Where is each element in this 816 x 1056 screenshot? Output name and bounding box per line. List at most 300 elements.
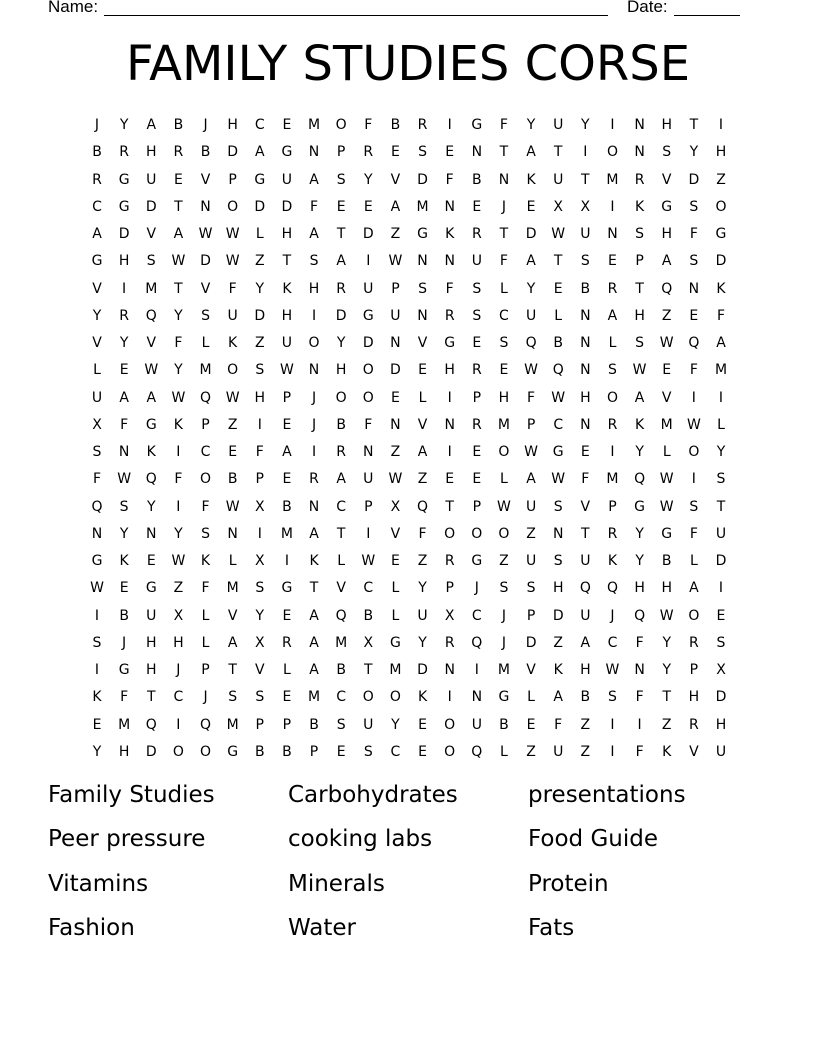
grid-letter[interactable]: C (173, 689, 184, 706)
grid-letter[interactable]: S (635, 226, 645, 243)
grid-letter[interactable]: I (94, 662, 100, 679)
grid-letter[interactable]: I (447, 117, 452, 133)
grid-letter[interactable]: H (308, 280, 320, 297)
grid-letter[interactable]: L (283, 662, 291, 679)
grid-letter[interactable]: F (201, 498, 210, 515)
grid-letter[interactable]: J (501, 198, 506, 215)
grid-letter[interactable]: N (308, 144, 320, 161)
grid-letter[interactable]: S (228, 689, 238, 706)
grid-letter[interactable]: D (200, 253, 211, 270)
grid-letter[interactable]: N (91, 525, 103, 542)
grid-letter[interactable]: F (499, 117, 508, 133)
grid-letter[interactable]: U (525, 498, 537, 515)
grid-letter[interactable]: O (444, 743, 456, 760)
grid-letter[interactable]: M (606, 471, 619, 488)
grid-letter[interactable]: D (118, 226, 130, 243)
grid-letter[interactable]: N (552, 525, 564, 542)
grid-letter[interactable]: D (145, 198, 157, 215)
grid-letter[interactable]: M (497, 416, 510, 433)
grid-letter[interactable]: S (689, 498, 699, 515)
grid-letter[interactable]: C (92, 198, 102, 215)
grid-letter[interactable]: K (309, 553, 319, 570)
grid-letter[interactable]: S (499, 580, 509, 597)
grid-letter[interactable]: A (526, 144, 536, 161)
grid-letter[interactable]: I (366, 253, 371, 270)
grid-letter[interactable]: U (281, 335, 293, 352)
grid-letter[interactable]: U (417, 607, 428, 624)
grid-letter[interactable]: K (173, 416, 183, 433)
grid-letter[interactable]: B (254, 743, 265, 760)
grid-letter[interactable]: N (390, 335, 401, 352)
grid-letter[interactable]: U (525, 553, 537, 570)
grid-letter[interactable]: A (254, 144, 265, 161)
grid-letter[interactable]: F (499, 253, 508, 270)
grid-letter[interactable]: P (255, 471, 264, 488)
grid-letter[interactable]: N (227, 525, 238, 542)
grid-letter[interactable]: A (309, 525, 319, 542)
grid-letter[interactable]: S (689, 253, 699, 270)
grid-letter[interactable]: S (553, 498, 563, 515)
grid-letter[interactable]: W (171, 253, 186, 270)
grid-letter[interactable]: M (497, 662, 510, 679)
grid-letter[interactable]: F (689, 226, 698, 243)
grid-letter[interactable]: D (145, 743, 157, 760)
grid-letter[interactable]: H (661, 580, 672, 597)
grid-letter[interactable]: P (526, 416, 536, 433)
grid-letter[interactable]: N (498, 171, 510, 188)
grid-letter[interactable]: Q (579, 580, 591, 597)
grid-letter[interactable]: F (310, 198, 319, 215)
grid-letter[interactable]: E (662, 362, 672, 379)
grid-letter[interactable]: O (444, 716, 456, 733)
grid-letter[interactable]: N (417, 307, 428, 324)
grid-letter[interactable]: R (471, 362, 482, 379)
grid-letter[interactable]: V (336, 580, 346, 597)
grid-letter[interactable]: N (471, 689, 483, 706)
grid-letter[interactable]: X (716, 662, 726, 679)
grid-letter[interactable]: H (145, 662, 157, 679)
grid-letter[interactable]: A (309, 662, 319, 679)
grid-letter[interactable]: S (635, 335, 645, 352)
grid-letter[interactable]: H (715, 716, 727, 733)
grid-letter[interactable]: V (417, 416, 428, 433)
grid-letter[interactable]: Q (471, 634, 483, 651)
grid-letter[interactable]: C (607, 634, 618, 651)
grid-letter[interactable]: Y (526, 280, 536, 297)
grid-letter[interactable]: K (200, 553, 211, 570)
grid-letter[interactable]: S (146, 253, 156, 270)
grid-letter[interactable]: H (498, 389, 510, 406)
grid-letter[interactable]: S (418, 280, 427, 297)
grid-letter[interactable]: C (336, 498, 347, 515)
grid-letter[interactable]: F (581, 471, 590, 488)
grid-letter[interactable]: Y (635, 553, 644, 570)
grid-letter[interactable]: A (689, 580, 699, 597)
grid-letter[interactable]: N (444, 662, 455, 679)
grid-letter[interactable]: H (661, 226, 672, 243)
grid-letter[interactable]: A (146, 389, 157, 406)
grid-letter[interactable]: T (499, 226, 509, 243)
grid-letter[interactable]: R (688, 634, 699, 651)
grid-letter[interactable]: I (311, 307, 317, 324)
grid-letter[interactable]: I (610, 117, 615, 133)
grid-letter[interactable]: T (553, 253, 563, 270)
grid-letter[interactable]: N (634, 662, 645, 679)
grid-letter[interactable]: H (335, 362, 347, 379)
grid-letter[interactable]: L (608, 335, 617, 352)
grid-letter[interactable]: B (309, 716, 319, 733)
grid-letter[interactable]: H (173, 634, 184, 651)
grid-letter[interactable]: V (227, 607, 238, 624)
grid-letter[interactable]: I (718, 580, 724, 597)
grid-letter[interactable]: I (691, 389, 696, 406)
grid-letter[interactable]: I (311, 444, 317, 461)
grid-letter[interactable]: E (499, 362, 509, 379)
grid-letter[interactable]: V (390, 525, 401, 542)
grid-letter[interactable]: P (255, 716, 264, 733)
grid-letter[interactable]: W (225, 226, 240, 243)
grid-letter[interactable]: D (525, 226, 537, 243)
grid-letter[interactable]: T (662, 689, 671, 706)
grid-letter[interactable]: K (119, 553, 129, 570)
grid-letter[interactable]: U (281, 171, 293, 188)
grid-letter[interactable]: S (553, 553, 563, 570)
grid-letter[interactable]: H (688, 689, 700, 706)
grid-letter[interactable]: M (145, 280, 158, 297)
grid-letter[interactable]: A (390, 198, 401, 215)
grid-letter[interactable]: J (122, 634, 127, 651)
grid-letter[interactable]: A (227, 634, 238, 651)
grid-letter[interactable]: F (201, 580, 210, 597)
grid-letter[interactable]: B (173, 117, 184, 133)
grid-letter[interactable]: E (228, 444, 238, 461)
grid-letter[interactable]: D (254, 307, 266, 324)
grid-letter[interactable]: G (498, 689, 510, 706)
grid-letter[interactable]: H (254, 389, 266, 406)
grid-letter[interactable]: J (176, 662, 181, 679)
grid-letter[interactable]: F (445, 171, 454, 188)
grid-letter[interactable]: D (281, 198, 293, 215)
grid-letter[interactable]: B (499, 716, 509, 733)
grid-letter[interactable]: Z (716, 171, 726, 188)
grid-letter[interactable]: V (580, 498, 591, 515)
grid-letter[interactable]: X (254, 553, 265, 570)
grid-letter[interactable]: G (471, 553, 483, 570)
grid-letter[interactable]: U (553, 117, 564, 133)
grid-letter[interactable]: C (471, 607, 482, 624)
grid-letter[interactable]: D (525, 634, 537, 651)
grid-letter[interactable]: G (281, 580, 293, 597)
grid-letter[interactable]: S (662, 144, 672, 161)
grid-letter[interactable]: F (228, 280, 237, 297)
grid-letter[interactable]: Y (526, 117, 536, 133)
grid-letter[interactable]: Y (364, 171, 373, 188)
grid-letter[interactable]: V (526, 662, 536, 679)
grid-letter[interactable]: P (635, 253, 644, 270)
grid-letter[interactable]: T (174, 198, 183, 215)
grid-letter[interactable]: F (716, 307, 726, 324)
grid-letter[interactable]: I (284, 553, 289, 570)
grid-letter[interactable]: I (610, 444, 615, 461)
grid-letter[interactable]: S (716, 471, 726, 488)
grid-letter[interactable]: S (472, 280, 482, 297)
grid-letter[interactable]: A (92, 226, 102, 243)
grid-letter[interactable]: K (635, 416, 645, 433)
grid-letter[interactable]: O (335, 117, 347, 133)
grid-letter[interactable]: K (716, 280, 726, 297)
grid-letter[interactable]: M (660, 416, 673, 433)
grid-letter[interactable]: X (254, 498, 265, 515)
grid-letter[interactable]: A (282, 444, 292, 461)
grid-letter[interactable]: D (362, 226, 374, 243)
grid-letter[interactable]: I (94, 607, 100, 624)
grid-letter[interactable]: S (336, 716, 346, 733)
grid-letter[interactable]: T (228, 662, 237, 679)
grid-letter[interactable]: G (661, 198, 673, 215)
grid-letter[interactable]: O (471, 525, 483, 542)
grid-letter[interactable]: H (580, 662, 591, 679)
grid-letter[interactable]: S (92, 444, 102, 461)
grid-letter[interactable]: O (444, 525, 456, 542)
grid-letter[interactable]: L (201, 634, 210, 651)
grid-letter[interactable]: N (363, 444, 374, 461)
grid-letter[interactable]: T (336, 525, 346, 542)
grid-letter[interactable]: E (553, 280, 563, 297)
grid-letter[interactable]: Y (255, 607, 265, 624)
grid-letter[interactable]: I (176, 444, 181, 461)
grid-letter[interactable]: T (336, 226, 346, 243)
grid-letter[interactable]: S (255, 362, 265, 379)
grid-letter[interactable]: H (118, 743, 130, 760)
grid-letter[interactable]: L (527, 689, 535, 706)
grid-letter[interactable]: V (146, 226, 157, 243)
grid-letter[interactable]: S (255, 580, 265, 597)
grid-letter[interactable]: I (474, 662, 479, 679)
grid-letter[interactable]: M (714, 362, 728, 379)
grid-letter[interactable]: W (225, 253, 240, 270)
grid-letter[interactable]: Z (417, 553, 428, 570)
grid-letter[interactable]: J (311, 389, 317, 406)
grid-letter[interactable]: S (201, 525, 210, 542)
grid-letter[interactable]: Q (471, 743, 483, 760)
grid-letter[interactable]: W (659, 335, 674, 352)
grid-letter[interactable]: E (282, 416, 292, 433)
grid-letter[interactable]: A (417, 444, 428, 461)
grid-letter[interactable]: B (363, 607, 374, 624)
grid-letter[interactable]: O (308, 335, 320, 352)
grid-letter[interactable]: K (146, 444, 156, 461)
grid-letter[interactable]: E (173, 171, 183, 188)
grid-letter[interactable]: Q (91, 498, 103, 515)
grid-letter[interactable]: G (145, 580, 157, 597)
grid-letter[interactable]: M (606, 171, 619, 188)
grid-letter[interactable]: A (146, 117, 157, 133)
grid-letter[interactable]: I (447, 444, 452, 461)
grid-letter[interactable]: Y (119, 525, 129, 542)
grid-letter[interactable]: Z (580, 743, 591, 760)
grid-letter[interactable]: Z (173, 580, 184, 597)
grid-letter[interactable]: T (499, 144, 509, 161)
grid-letter[interactable]: H (118, 253, 130, 270)
grid-letter[interactable]: W (524, 444, 538, 461)
grid-letter[interactable]: O (200, 471, 212, 488)
grid-letter[interactable]: P (472, 389, 482, 406)
grid-letter[interactable]: T (146, 689, 156, 706)
grid-letter[interactable]: G (118, 171, 130, 188)
grid-letter[interactable]: E (445, 471, 455, 488)
grid-letter[interactable]: B (282, 498, 292, 515)
grid-letter[interactable]: Z (390, 226, 401, 243)
grid-letter[interactable]: C (553, 416, 564, 433)
grid-letter[interactable]: L (201, 335, 210, 352)
grid-letter[interactable]: R (309, 471, 319, 488)
grid-letter[interactable]: R (336, 280, 347, 297)
grid-letter[interactable]: T (174, 280, 183, 297)
grid-letter[interactable]: U (471, 253, 482, 270)
grid-letter[interactable]: U (363, 716, 374, 733)
grid-letter[interactable]: J (474, 580, 479, 597)
grid-letter[interactable]: X (580, 198, 591, 215)
grid-letter[interactable]: W (659, 607, 674, 624)
grid-letter[interactable]: U (363, 280, 374, 297)
grid-letter[interactable]: H (145, 144, 157, 161)
grid-letter[interactable]: A (553, 689, 563, 706)
grid-letter[interactable]: K (553, 662, 563, 679)
grid-letter[interactable]: C (336, 689, 347, 706)
grid-letter[interactable]: Z (254, 335, 265, 352)
grid-letter[interactable]: R (607, 416, 618, 433)
grid-letter[interactable]: K (607, 553, 618, 570)
grid-letter[interactable]: A (309, 634, 319, 651)
grid-letter[interactable]: P (201, 416, 210, 433)
grid-letter[interactable]: I (176, 716, 181, 733)
grid-letter[interactable]: Q (145, 716, 157, 733)
grid-letter[interactable]: P (309, 743, 319, 760)
grid-letter[interactable]: A (336, 253, 346, 270)
grid-letter[interactable]: A (119, 389, 129, 406)
grid-letter[interactable]: R (417, 117, 428, 133)
grid-letter[interactable]: A (661, 253, 672, 270)
grid-letter[interactable]: K (662, 743, 672, 760)
grid-letter[interactable]: B (119, 607, 129, 624)
grid-letter[interactable]: C (200, 444, 211, 461)
grid-letter[interactable]: V (200, 280, 211, 297)
grid-letter[interactable]: Q (145, 307, 157, 324)
grid-letter[interactable]: H (634, 580, 645, 597)
grid-letter[interactable]: G (227, 743, 239, 760)
grid-letter[interactable]: L (391, 580, 400, 597)
grid-letter[interactable]: R (444, 553, 455, 570)
grid-letter[interactable]: G (661, 525, 673, 542)
grid-letter[interactable]: R (471, 226, 482, 243)
grid-letter[interactable]: U (715, 743, 727, 760)
grid-letter[interactable]: Q (335, 607, 347, 624)
grid-letter[interactable]: S (580, 253, 590, 270)
grid-letter[interactable]: D (715, 553, 727, 570)
grid-letter[interactable]: U (363, 471, 374, 488)
grid-letter[interactable]: U (146, 607, 157, 624)
grid-letter[interactable]: U (227, 307, 238, 324)
grid-letter[interactable]: N (607, 226, 618, 243)
grid-letter[interactable]: F (174, 335, 183, 352)
grid-letter[interactable]: V (661, 171, 672, 188)
grid-letter[interactable]: Z (661, 716, 672, 733)
grid-letter[interactable]: T (445, 498, 454, 515)
grid-letter[interactable]: Y (146, 498, 156, 515)
grid-letter[interactable]: Y (635, 525, 644, 542)
grid-letter[interactable]: N (580, 335, 591, 352)
grid-letter[interactable]: A (580, 634, 591, 651)
grid-letter[interactable]: N (634, 144, 645, 161)
grid-letter[interactable]: E (472, 198, 482, 215)
grid-letter[interactable]: B (336, 416, 346, 433)
grid-letter[interactable]: W (225, 389, 240, 406)
grid-letter[interactable]: W (551, 226, 566, 243)
grid-letter[interactable]: O (389, 689, 401, 706)
grid-letter[interactable]: D (335, 307, 347, 324)
grid-letter[interactable]: O (498, 525, 510, 542)
grid-letter[interactable]: Y (174, 525, 183, 542)
grid-letter[interactable]: L (717, 416, 725, 433)
grid-letter[interactable]: Y (716, 444, 726, 461)
grid-letter[interactable]: P (526, 607, 536, 624)
grid-letter[interactable]: J (94, 117, 100, 133)
grid-letter[interactable]: E (472, 471, 482, 488)
grid-letter[interactable]: P (364, 498, 373, 515)
grid-letter[interactable]: Y (174, 307, 183, 324)
grid-letter[interactable]: J (203, 689, 208, 706)
grid-letter[interactable]: X (363, 634, 374, 651)
grid-letter[interactable]: R (444, 634, 455, 651)
grid-letter[interactable]: O (200, 743, 212, 760)
grid-letter[interactable]: N (444, 198, 455, 215)
grid-letter[interactable]: E (363, 198, 373, 215)
grid-letter[interactable]: R (363, 144, 374, 161)
grid-letter[interactable]: Z (254, 253, 265, 270)
grid-letter[interactable]: N (200, 198, 211, 215)
grid-letter[interactable]: A (336, 471, 346, 488)
grid-letter[interactable]: S (255, 689, 265, 706)
grid-letter[interactable]: W (117, 471, 132, 488)
grid-letter[interactable]: B (390, 117, 401, 133)
grid-letter[interactable]: E (526, 716, 536, 733)
grid-letter[interactable]: T (581, 171, 590, 188)
grid-letter[interactable]: G (254, 171, 266, 188)
grid-letter[interactable]: F (635, 743, 644, 760)
grid-letter[interactable]: G (471, 117, 483, 133)
grid-letter[interactable]: Z (526, 525, 536, 542)
grid-letter[interactable]: D (715, 689, 727, 706)
grid-letter[interactable]: I (610, 716, 615, 733)
grid-letter[interactable]: Q (525, 335, 537, 352)
grid-letter[interactable]: W (279, 362, 294, 379)
grid-letter[interactable]: F (527, 389, 536, 406)
grid-letter[interactable]: O (688, 444, 700, 461)
grid-letter[interactable]: R (336, 444, 347, 461)
grid-letter[interactable]: R (607, 280, 618, 297)
grid-letter[interactable]: O (498, 444, 510, 461)
grid-letter[interactable]: F (635, 634, 644, 651)
grid-letter[interactable]: D (362, 335, 374, 352)
grid-letter[interactable]: S (608, 689, 617, 706)
grid-letter[interactable]: S (608, 362, 617, 379)
grid-letter[interactable]: Q (200, 716, 212, 733)
grid-letter[interactable]: A (526, 471, 536, 488)
grid-letter[interactable]: E (336, 198, 346, 215)
grid-letter[interactable]: R (471, 416, 482, 433)
grid-letter[interactable]: T (689, 117, 699, 133)
grid-letter[interactable]: F (92, 471, 102, 488)
